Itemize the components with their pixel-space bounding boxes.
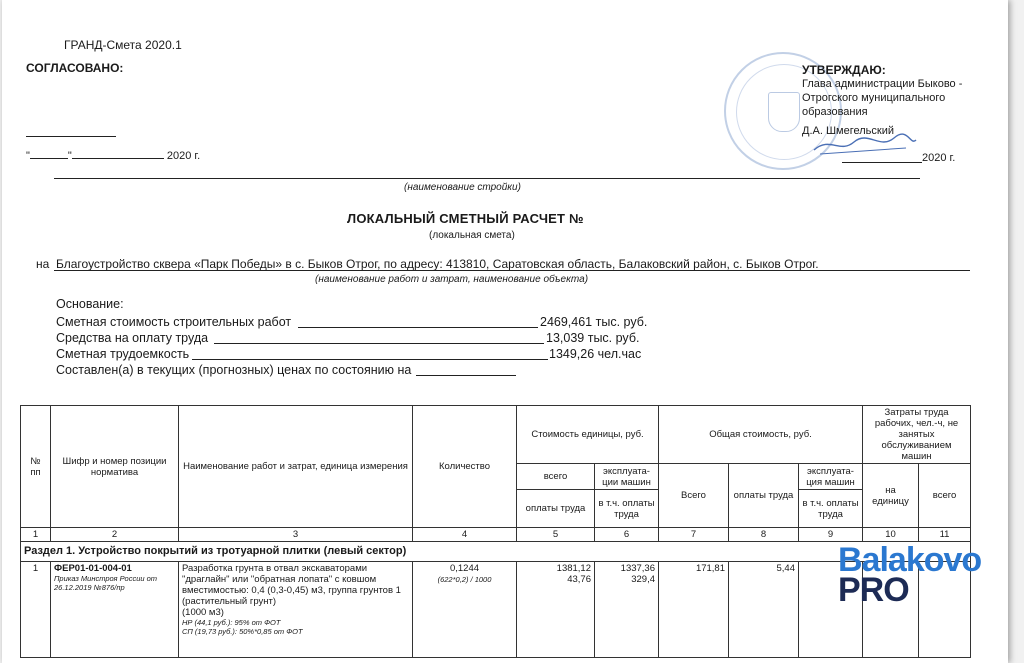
work-name: Благоустройство сквера «Парк Победы» в с. Быков Отрог, по адресу: 413810, Саратовская область, Балаковский район, с. Быков Отрог. — [56, 257, 819, 271]
agreed-date: " " 2020 г. — [26, 150, 201, 162]
cost-row-wages — [56, 331, 656, 347]
document-title: ЛОКАЛЬНЫЙ СМЕТНЫЙ РАСЧЕТ № — [347, 211, 584, 226]
cost-value: 2469,461 тыс. руб. — [540, 315, 648, 329]
approver-name: Д.А. Шмегельский — [802, 125, 894, 137]
row-unit-all: 1381,12 43,76 — [517, 562, 595, 658]
col-number: 4 — [413, 528, 517, 542]
header-unit-cost: Стоимость единицы, руб. — [517, 406, 659, 464]
header-num: № пп — [21, 406, 51, 528]
header-code: Шифр и номер позиции норматива — [51, 406, 179, 528]
header-wages: оплаты труда — [517, 490, 595, 528]
cost-value: 13,039 тыс. руб. — [546, 331, 640, 345]
col-number: 9 — [799, 528, 863, 542]
program-name: ГРАНД-Смета 2020.1 — [64, 38, 182, 52]
column-numbers-row — [21, 528, 971, 542]
header-wages2: оплаты труда — [729, 464, 799, 528]
seal-emblem-icon — [768, 92, 800, 132]
table-row — [21, 562, 971, 658]
row-qty: 0,1244 (622*0,2) / 1000 — [413, 562, 517, 658]
header-machines2: эксплуата-ция машин — [799, 464, 863, 490]
cost-label: Сметная трудоемкость — [56, 347, 190, 361]
approve-date: 2020 г. — [922, 152, 956, 164]
header-name: Наименование работ и затрат, единица измерения — [179, 406, 413, 528]
col-number: 5 — [517, 528, 595, 542]
header-per-unit: на единицу — [863, 464, 919, 528]
cost-value: 1349,26 чел.час — [549, 347, 642, 361]
header-all: всего — [517, 464, 595, 490]
col-number: 2 — [51, 528, 179, 542]
cost-row-prices — [56, 363, 656, 379]
header-incl-wages2: в т.ч. оплаты труда — [799, 490, 863, 528]
cost-label: Средства на оплату труда — [56, 331, 209, 345]
col-number: 7 — [659, 528, 729, 542]
agreed-signature-line — [26, 136, 116, 137]
watermark-logo — [838, 541, 982, 609]
object-caption: (наименование стройки) — [404, 182, 521, 193]
document-subtitle: (локальная смета) — [429, 230, 515, 241]
col-number: 6 — [595, 528, 659, 542]
header-total: Всего — [659, 464, 729, 528]
watermark-line2: PRO — [838, 571, 909, 609]
col-number: 3 — [179, 528, 413, 542]
watermark-line1: Balakovo — [838, 541, 982, 579]
agreed-label: СОГЛАСОВАНО: — [26, 61, 124, 75]
section-row — [21, 542, 971, 562]
col-number: 8 — [729, 528, 799, 542]
header-incl-wages: в т.ч. оплаты труда — [595, 490, 659, 528]
col-number: 1 — [21, 528, 51, 542]
na-label: на — [36, 257, 50, 271]
approve-date-line — [842, 162, 922, 163]
cost-row-construction — [56, 315, 656, 331]
approver-position: Глава администрации Быково - Отрогского муниципального образования — [802, 78, 963, 118]
header-machines: эксплуата-ции машин — [595, 464, 659, 490]
col-number: 10 — [863, 528, 919, 542]
row-code: ФЕР01-01-004-01 Приказ Минстроя России от 26.12.2019 №876/пр — [51, 562, 179, 658]
cost-row-labor — [56, 347, 656, 363]
basis-label: Основание: — [56, 297, 124, 311]
cost-label: Составлен(а) в текущих (прогнозных) ценах по состоянию на — [56, 363, 412, 377]
work-line — [54, 270, 970, 271]
document-sheet — [2, 0, 1008, 663]
col-number: 11 — [919, 528, 971, 542]
header-qty: Количество — [413, 406, 517, 528]
header-labor: Затраты труда рабочих, чел.-ч, не занятых обслуживанием машин — [863, 406, 971, 464]
row-total-all: 171,81 — [659, 562, 729, 658]
header-total-cost: Общая стоимость, руб. — [659, 406, 863, 464]
row-unit-machines: 1337,36 329,4 — [595, 562, 659, 658]
cost-label: Сметная стоимость строительных работ — [56, 315, 292, 329]
row-total-wages: 5,44 — [729, 562, 799, 658]
row-num: 1 — [21, 562, 51, 658]
estimate-table — [20, 405, 971, 658]
row-name: Разработка грунта в отвал экскаваторами "драглайн" или "обратная лопата" с ковшом вместимостью: 0,4 (0,3-0,45) м3, группа грунтов 1 (растительный грунт) (1000 м3) НР (44,1 руб.): 95% от ФОТ СП (19,73 руб.): 50%*0,85 от ФОТ — [179, 562, 413, 658]
object-line — [54, 178, 920, 179]
work-caption: (наименование работ и затрат, наименование объекта) — [315, 274, 589, 285]
header-all2: всего — [919, 464, 971, 528]
approve-label: УТВЕРЖДАЮ: — [802, 63, 886, 77]
section-title: Раздел 1. Устройство покрытий из тротуарной плитки (левый сектор) — [21, 542, 971, 562]
signature-mark — [810, 130, 920, 158]
